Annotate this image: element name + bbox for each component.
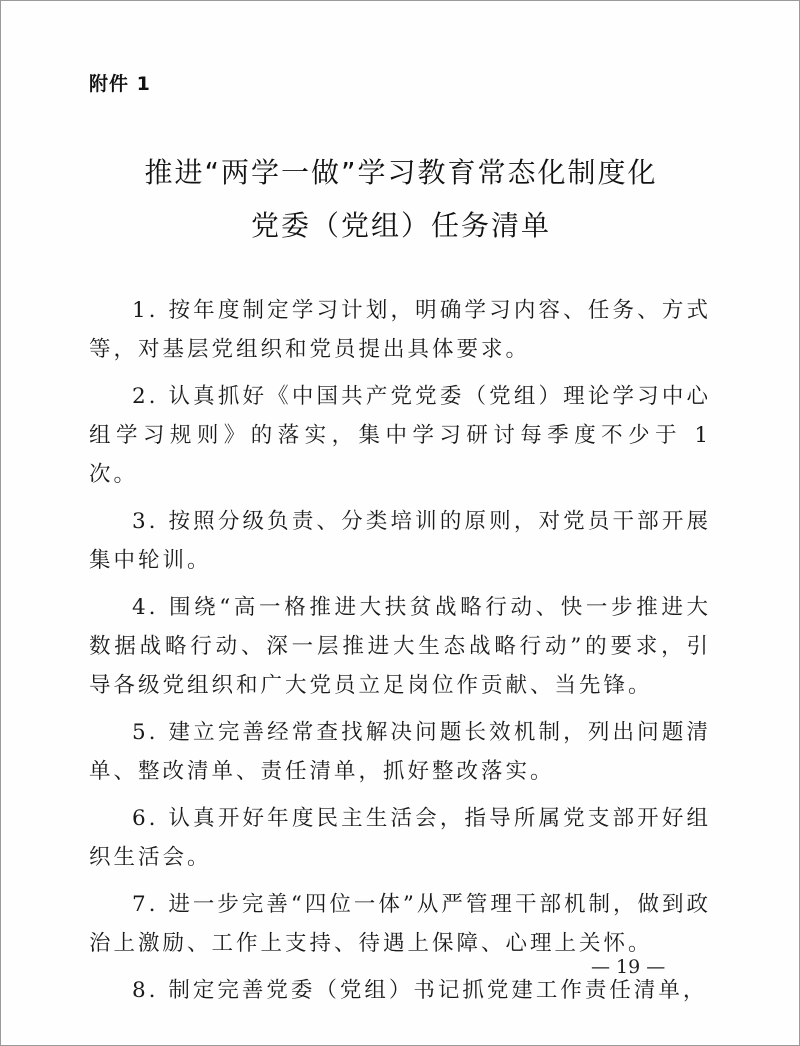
task-item: 5. 建立完善经常查找解决问题长效机制，列出问题清单、整改清单、责任清单，抓好整改落实。 [89,720,711,784]
task-item: 8. 制定完善党委（党组）书记抓党建工作责任清单， [132,978,708,1003]
task-list [89,291,711,1018]
task-item: 6. 认真开好年度民主生活会，指导所属党支部开好组织生活会。 [89,806,711,870]
document-title-line-1: 推进“两学一做”学习教育常态化制度化 [144,156,658,189]
task-item: 7. 进一步完善“四位一体”从严管理干部机制，做到政治上激励、工作上支持、待遇上保障、心理上关怀。 [89,892,711,956]
page-number: — 19 — [591,956,666,978]
document-title-line-2: 党委（党组）任务清单 [250,209,551,242]
task-item: 1. 按年度制定学习计划，明确学习内容、任务、方式等，对基层党组织和党员提出具体要求。 [89,298,711,362]
task-item: 2. 认真抓好《中国共产党党委（党组）理论学习中心组学习规则》的落实，集中学习研讨每季度不少于 1 次。 [89,384,711,487]
task-item: 3. 按照分级负责、分类培训的原则，对党员干部开展集中轮训。 [89,509,711,573]
attachment-label: 附件 1 [89,73,151,95]
task-item: 4. 围绕“高一格推进大扶贫战略行动、快一步推进大数据战略行动、深一层推进大生态战略行动”的要求，引导各级党组织和广大党员立足岗位作贡献、当先锋。 [89,595,711,698]
